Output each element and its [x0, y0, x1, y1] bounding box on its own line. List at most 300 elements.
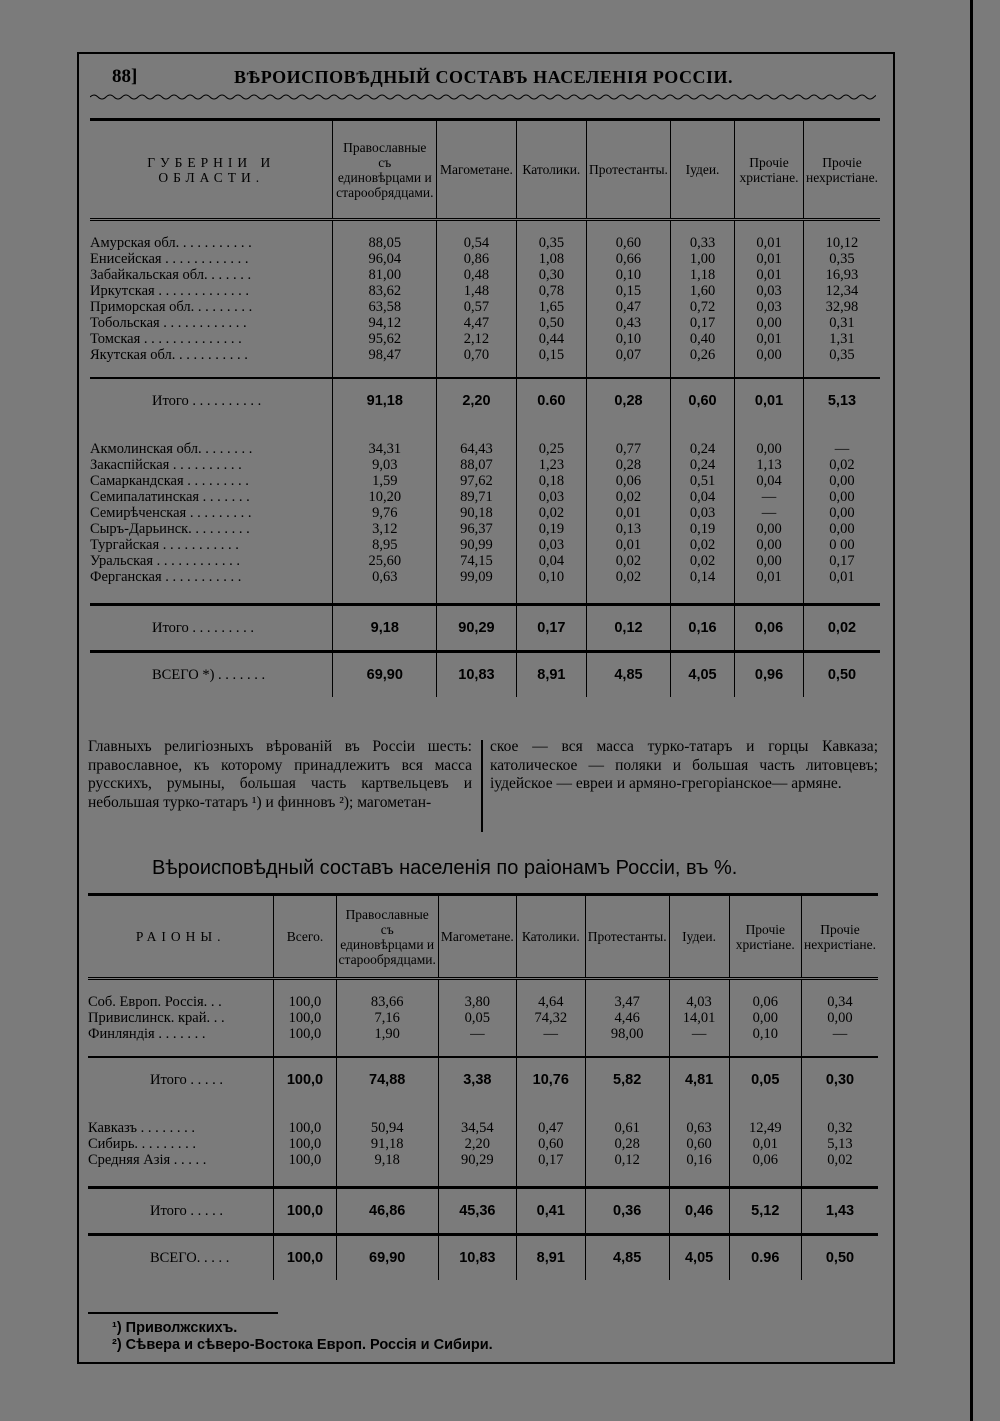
spacer-cell	[336, 1168, 438, 1188]
denomination-table-regions	[88, 893, 878, 1280]
spacer-cell	[90, 585, 333, 605]
column-header: Магометане.	[437, 120, 517, 220]
table-cell: 1,48	[437, 283, 517, 299]
spacer-cell	[585, 1168, 669, 1188]
table-cell: 100,0	[274, 1235, 336, 1281]
table-cell: 90,29	[437, 605, 517, 652]
table-cell: 0,02	[587, 569, 671, 585]
row-label: Семирѣченская . . . . . . . . .	[90, 505, 252, 521]
column-header: ГУБЕРНІИ И ОБЛАСТИ.	[147, 154, 276, 185]
table-cell: 0,07	[587, 347, 671, 363]
table-cell: 9,18	[333, 605, 437, 652]
table-cell: 0,00	[803, 505, 880, 521]
table-cell: 0,32	[801, 1120, 878, 1136]
table-cell: 7,16	[336, 1010, 438, 1026]
table-cell: 0,04	[516, 553, 586, 569]
table-cell: 0,33	[670, 235, 734, 251]
table-cell: 98,47	[333, 347, 437, 363]
spacer-cell	[333, 363, 437, 378]
table-cell: —	[803, 441, 880, 457]
table-cell: 99,09	[437, 569, 517, 585]
table-cell: 0,10	[587, 331, 671, 347]
table-cell: 32,98	[803, 299, 880, 315]
table-cell: 0,01	[735, 331, 804, 347]
row-label: Семипалатинская . . . . . . .	[90, 489, 250, 505]
table-cell: 96,04	[333, 251, 437, 267]
table-cell: 0,01	[735, 569, 804, 585]
table-cell: 0,00	[803, 473, 880, 489]
spacer-cell	[669, 1168, 729, 1188]
table-row	[90, 537, 880, 553]
spacer-cell	[90, 363, 333, 378]
table-cell: 2,20	[438, 1136, 516, 1152]
spacer-cell	[516, 363, 586, 378]
table-cell: 16,93	[803, 267, 880, 283]
table-cell: 50,94	[336, 1120, 438, 1136]
table-row	[88, 1026, 878, 1042]
spacer-cell	[274, 1042, 336, 1057]
table-cell: 0,02	[516, 505, 586, 521]
table-cell: 0,61	[585, 1120, 669, 1136]
table-cell: 1,18	[670, 267, 734, 283]
table-cell: 0,02	[587, 489, 671, 505]
table-cell: 0,25	[516, 441, 586, 457]
subtotal-row	[88, 1057, 878, 1102]
table-cell: 0,35	[803, 251, 880, 267]
table-cell: 0,30	[801, 1057, 878, 1102]
table-row	[90, 283, 880, 299]
row-label: Финляндія . . . . . . .	[88, 1026, 206, 1042]
table-cell: 0,24	[670, 457, 734, 473]
table-cell: 0,51	[670, 473, 734, 489]
row-label: Кавказъ . . . . . . . .	[88, 1120, 196, 1136]
table-cell: 0,10	[516, 569, 586, 585]
table-cell: 2,20	[437, 378, 517, 423]
table-cell: 0,14	[670, 569, 734, 585]
table-cell: 8,95	[333, 537, 437, 553]
table-cell: 0,36	[585, 1188, 669, 1235]
spacer-cell	[437, 585, 517, 605]
table-cell: 0,40	[670, 331, 734, 347]
table-cell: 0,01	[735, 251, 804, 267]
table-cell: 100,0	[274, 1057, 336, 1102]
spacer-cell	[801, 1168, 878, 1188]
table-cell: 0,00	[801, 1010, 878, 1026]
spacer-cell	[735, 423, 804, 441]
spacer-cell	[803, 220, 880, 236]
table-cell: 0,70	[437, 347, 517, 363]
table-cell: 0,00	[803, 489, 880, 505]
table-cell: 12,49	[729, 1120, 801, 1136]
table-cell: —	[735, 489, 804, 505]
table-cell: 0,66	[587, 251, 671, 267]
table-row	[90, 489, 880, 505]
table-cell: 0,54	[437, 235, 517, 251]
spacer-cell	[437, 363, 517, 378]
table-cell: 0,02	[801, 1152, 878, 1168]
row-label: Ферганская . . . . . . . . . . .	[90, 569, 242, 585]
spacer-cell	[90, 423, 333, 441]
subtotal-row	[88, 1188, 878, 1235]
spacer-cell	[336, 1102, 438, 1120]
table-cell: 4,05	[669, 1235, 729, 1281]
table-cell: 0,86	[437, 251, 517, 267]
table-cell: 81,00	[333, 267, 437, 283]
table-cell: 0,01	[587, 537, 671, 553]
table-cell: 0,50	[516, 315, 586, 331]
table-row	[88, 1136, 878, 1152]
table-cell: 0,05	[729, 1057, 801, 1102]
spacer-cell	[729, 1042, 801, 1057]
table-cell: 69,90	[333, 652, 437, 698]
spacer-cell	[587, 220, 671, 236]
footnote-2: ²) Сѣвера и сѣверо-Востока Европ. Россія и Сибири.	[112, 1337, 493, 1353]
table-cell: 0,00	[735, 553, 804, 569]
footnote-1: ¹) Приволжскихъ.	[112, 1320, 238, 1336]
table-cell: 0,60	[516, 1136, 585, 1152]
table-cell: 3,12	[333, 521, 437, 537]
table-cell: 34,31	[333, 441, 437, 457]
column-header: Протестанты.	[585, 895, 669, 979]
spacer-cell	[516, 979, 585, 995]
spacer-cell	[274, 1168, 336, 1188]
grand-total-row	[90, 652, 880, 698]
column-header: РАІОНЫ.	[135, 929, 226, 944]
table-cell: 0,48	[437, 267, 517, 283]
table-cell: 0,60	[670, 378, 734, 423]
table-cell: 4,47	[437, 315, 517, 331]
spacer-cell	[587, 423, 671, 441]
spacer-cell	[88, 1102, 274, 1120]
table-row	[90, 267, 880, 283]
table-cell: 100,0	[274, 1136, 336, 1152]
spacer-cell	[88, 979, 274, 995]
row-label: Итого . . . . .	[88, 1057, 274, 1102]
table-cell: 0 00	[803, 537, 880, 553]
spacer-cell	[336, 1042, 438, 1057]
column-header: Православные съ единовѣрцами и старообрядцами.	[336, 895, 438, 979]
table-cell: 0,17	[803, 553, 880, 569]
table-row	[88, 994, 878, 1010]
row-label: Сыръ-Дарьинск. . . . . . . . .	[90, 521, 250, 537]
table-cell: 4,03	[669, 994, 729, 1010]
table-cell: 0,50	[803, 652, 880, 698]
spacer-cell	[729, 979, 801, 995]
table-cell: 3,47	[585, 994, 669, 1010]
table-cell: 0,04	[735, 473, 804, 489]
table-row	[90, 457, 880, 473]
table-cell: 10,83	[438, 1235, 516, 1281]
table-cell: 5,13	[803, 378, 880, 423]
row-label: Томская . . . . . . . . . . . . . .	[90, 331, 242, 347]
column-header: Католики.	[516, 895, 585, 979]
table-cell: 0,06	[729, 994, 801, 1010]
spacer-cell	[670, 363, 734, 378]
table-cell: 0,01	[587, 505, 671, 521]
table-cell: 10,83	[437, 652, 517, 698]
table-row	[90, 347, 880, 363]
table-cell: 8,91	[516, 1235, 585, 1281]
spacer-cell	[803, 363, 880, 378]
spacer-cell	[333, 585, 437, 605]
spacer-cell	[438, 1168, 516, 1188]
table-cell: 1,00	[670, 251, 734, 267]
table-cell: 0,43	[587, 315, 671, 331]
column-header: Католики.	[516, 120, 586, 220]
table-cell: 0,60	[587, 235, 671, 251]
spacer-cell	[669, 1042, 729, 1057]
table-cell: 9,03	[333, 457, 437, 473]
table-cell: 95,62	[333, 331, 437, 347]
section-title: Вѣроисповѣдный составъ населенія по раіонамъ Россіи, въ %.	[152, 857, 738, 879]
table-cell: 74,88	[336, 1057, 438, 1102]
table-cell: —	[735, 505, 804, 521]
table-cell: 0,41	[516, 1188, 585, 1235]
subtotal-row	[90, 378, 880, 423]
table-cell: 88,07	[437, 457, 517, 473]
table-cell: 1,13	[735, 457, 804, 473]
column-divider	[481, 740, 483, 832]
table-row	[90, 315, 880, 331]
table-cell: 1,31	[803, 331, 880, 347]
table-cell: 0,47	[516, 1120, 585, 1136]
table-row	[88, 1010, 878, 1026]
row-label: Тургайская . . . . . . . . . . .	[90, 537, 239, 553]
spacer-cell	[438, 1042, 516, 1057]
page-edge-rule	[970, 0, 973, 1421]
spacer-cell	[438, 979, 516, 995]
table-cell: 0,00	[729, 1010, 801, 1026]
table-row	[90, 235, 880, 251]
prose-right-column: ское — вся масса турко-татаръ и горцы Кавказа; католическое — поляки и большая часть литовцевъ; іудейское — евреи и армяно-грегоріанское— армяне.	[490, 738, 878, 792]
table-cell: 25,60	[333, 553, 437, 569]
table-cell: 0,44	[516, 331, 586, 347]
table-cell: —	[669, 1026, 729, 1042]
table-cell: 0,00	[735, 315, 804, 331]
table-cell: 88,05	[333, 235, 437, 251]
table-cell: 0,00	[735, 521, 804, 537]
column-header: Прочіе нехристіане.	[803, 120, 880, 220]
table-cell: 0,01	[735, 378, 804, 423]
table-cell: 0.60	[516, 378, 586, 423]
table-cell: 5,13	[801, 1136, 878, 1152]
spacer-cell	[88, 1168, 274, 1188]
column-header: Прочіе нехристіане.	[801, 895, 878, 979]
table-row	[88, 1152, 878, 1168]
table-cell: 4,85	[585, 1235, 669, 1281]
spacer-cell	[801, 1102, 878, 1120]
row-label: Итого . . . . . . . . .	[90, 605, 333, 652]
wavy-divider	[90, 92, 876, 102]
spacer-cell	[729, 1168, 801, 1188]
row-label: Самаркандская . . . . . . . . .	[90, 473, 249, 489]
page-number: 88]	[112, 66, 138, 87]
table-cell: 10,12	[803, 235, 880, 251]
table-cell: 0,28	[587, 457, 671, 473]
table-cell: 100,0	[274, 1010, 336, 1026]
table-cell: 0,03	[670, 505, 734, 521]
table-cell: 0,19	[516, 521, 586, 537]
row-label: Приморская обл. . . . . . . . .	[90, 299, 253, 315]
spacer-cell	[437, 423, 517, 441]
table-cell: 1,65	[516, 299, 586, 315]
spacer-cell	[438, 1102, 516, 1120]
table-cell: 0,01	[735, 267, 804, 283]
row-label: ВСЕГО *) . . . . . . .	[90, 652, 333, 698]
table-cell: 0,02	[670, 537, 734, 553]
grand-total-row	[88, 1235, 878, 1281]
spacer-cell	[735, 363, 804, 378]
table-cell: 0,35	[803, 347, 880, 363]
spacer-cell	[801, 1042, 878, 1057]
table-cell: 4,46	[585, 1010, 669, 1026]
spacer-cell	[803, 585, 880, 605]
column-header: Іудеи.	[670, 120, 734, 220]
table-row	[90, 473, 880, 489]
table-cell: 0,47	[587, 299, 671, 315]
row-label: Итого . . . . . . . . . .	[90, 378, 333, 423]
spacer-cell	[729, 1102, 801, 1120]
row-label: Забайкальская обл. . . . . . .	[90, 267, 252, 283]
table-cell: 0,57	[437, 299, 517, 315]
column-header: Православные съ единовѣрцами и старообрядцами.	[333, 120, 437, 220]
spacer-cell	[669, 1102, 729, 1120]
spacer-cell	[88, 1042, 274, 1057]
row-label: Итого . . . . .	[88, 1188, 274, 1235]
spacer-cell	[516, 220, 586, 236]
spacer-cell	[587, 363, 671, 378]
table-cell: 0,15	[587, 283, 671, 299]
table-cell: 4,64	[516, 994, 585, 1010]
table-cell: 0,24	[670, 441, 734, 457]
table-cell: 0,72	[670, 299, 734, 315]
table-cell: 0,06	[735, 605, 804, 652]
table-cell: 96,37	[437, 521, 517, 537]
spacer-cell	[670, 423, 734, 441]
table-cell: 0,06	[587, 473, 671, 489]
table-cell: 9,76	[333, 505, 437, 521]
spacer-cell	[735, 220, 804, 236]
spacer-cell	[670, 585, 734, 605]
table-cell: 0,26	[670, 347, 734, 363]
table-cell: 8,91	[516, 652, 586, 698]
spacer-cell	[274, 1102, 336, 1120]
table-cell: 91,18	[333, 378, 437, 423]
table-cell: 0,15	[516, 347, 586, 363]
table-cell: 14,01	[669, 1010, 729, 1026]
table-row	[90, 331, 880, 347]
table-cell: 34,54	[438, 1120, 516, 1136]
table-cell: 0,01	[729, 1136, 801, 1152]
spacer-cell	[735, 585, 804, 605]
spacer-cell	[803, 423, 880, 441]
table-row	[90, 299, 880, 315]
table-cell: 0,60	[669, 1136, 729, 1152]
table-cell: 94,12	[333, 315, 437, 331]
table-cell: 0,03	[516, 489, 586, 505]
spacer-cell	[437, 220, 517, 236]
table-cell: 0,30	[516, 267, 586, 283]
table-cell: 0.96	[729, 1235, 801, 1281]
table-cell: —	[516, 1026, 585, 1042]
row-label: Привислинск. край. . .	[88, 1010, 225, 1026]
spacer-cell	[585, 1042, 669, 1057]
table-cell: 100,0	[274, 1026, 336, 1042]
table-cell: 0,17	[516, 1152, 585, 1168]
table-cell: 0,18	[516, 473, 586, 489]
column-header: Прочіе христіане.	[735, 120, 804, 220]
table-row	[90, 553, 880, 569]
table-row	[90, 505, 880, 521]
table-row	[90, 251, 880, 267]
table-cell: 0,02	[803, 605, 880, 652]
table-cell: —	[801, 1026, 878, 1042]
table-cell: 0,63	[333, 569, 437, 585]
spacer-cell	[336, 979, 438, 995]
table-cell: 74,15	[437, 553, 517, 569]
table-cell: 0,28	[585, 1136, 669, 1152]
table-cell: 4,81	[669, 1057, 729, 1102]
row-label: Акмолинская обл. . . . . . . .	[90, 441, 253, 457]
table-cell: 0,05	[438, 1010, 516, 1026]
spacer-cell	[801, 979, 878, 995]
table-row	[90, 521, 880, 537]
row-label: Енисейская . . . . . . . . . . . .	[90, 251, 249, 267]
table-cell: 0,03	[735, 283, 804, 299]
table-cell: 0,03	[735, 299, 804, 315]
table-cell: 0,35	[516, 235, 586, 251]
subtotal-row	[90, 605, 880, 652]
table-cell: 90,99	[437, 537, 517, 553]
table-cell: 1,59	[333, 473, 437, 489]
row-label: Сибирь. . . . . . . . .	[88, 1136, 197, 1152]
spacer-cell	[333, 423, 437, 441]
row-label: Амурская обл. . . . . . . . . . .	[90, 235, 252, 251]
denomination-table-provinces	[90, 118, 880, 697]
table-cell: 0,96	[735, 652, 804, 698]
table-cell: 0,46	[669, 1188, 729, 1235]
row-label: ВСЕГО. . . . .	[88, 1235, 274, 1281]
row-label: Якутская обл. . . . . . . . . . .	[90, 347, 248, 363]
row-label: Средняя Азія . . . . .	[88, 1152, 207, 1168]
table-cell: 0,10	[729, 1026, 801, 1042]
table-cell: 0,16	[670, 605, 734, 652]
row-label: Закаспійская . . . . . . . . . .	[90, 457, 242, 473]
table-cell: 90,29	[438, 1152, 516, 1168]
table-cell: 45,36	[438, 1188, 516, 1235]
table-cell: 1,90	[336, 1026, 438, 1042]
table-cell: 5,12	[729, 1188, 801, 1235]
table-cell: —	[438, 1026, 516, 1042]
table-cell: 91,18	[336, 1136, 438, 1152]
table-cell: 89,71	[437, 489, 517, 505]
table-cell: 0,04	[670, 489, 734, 505]
table-cell: 0,01	[803, 569, 880, 585]
spacer-cell	[669, 979, 729, 995]
table-cell: 3,38	[438, 1057, 516, 1102]
table-cell: 0,10	[587, 267, 671, 283]
table-cell: 3,80	[438, 994, 516, 1010]
column-header: Протестанты.	[587, 120, 671, 220]
table-cell: 5,82	[585, 1057, 669, 1102]
table-cell: 0,34	[801, 994, 878, 1010]
spacer-cell	[585, 1102, 669, 1120]
table-cell: 63,58	[333, 299, 437, 315]
table-cell: 0,12	[585, 1152, 669, 1168]
table-cell: 1,08	[516, 251, 586, 267]
table-cell: 0,17	[516, 605, 586, 652]
table-cell: 64,43	[437, 441, 517, 457]
